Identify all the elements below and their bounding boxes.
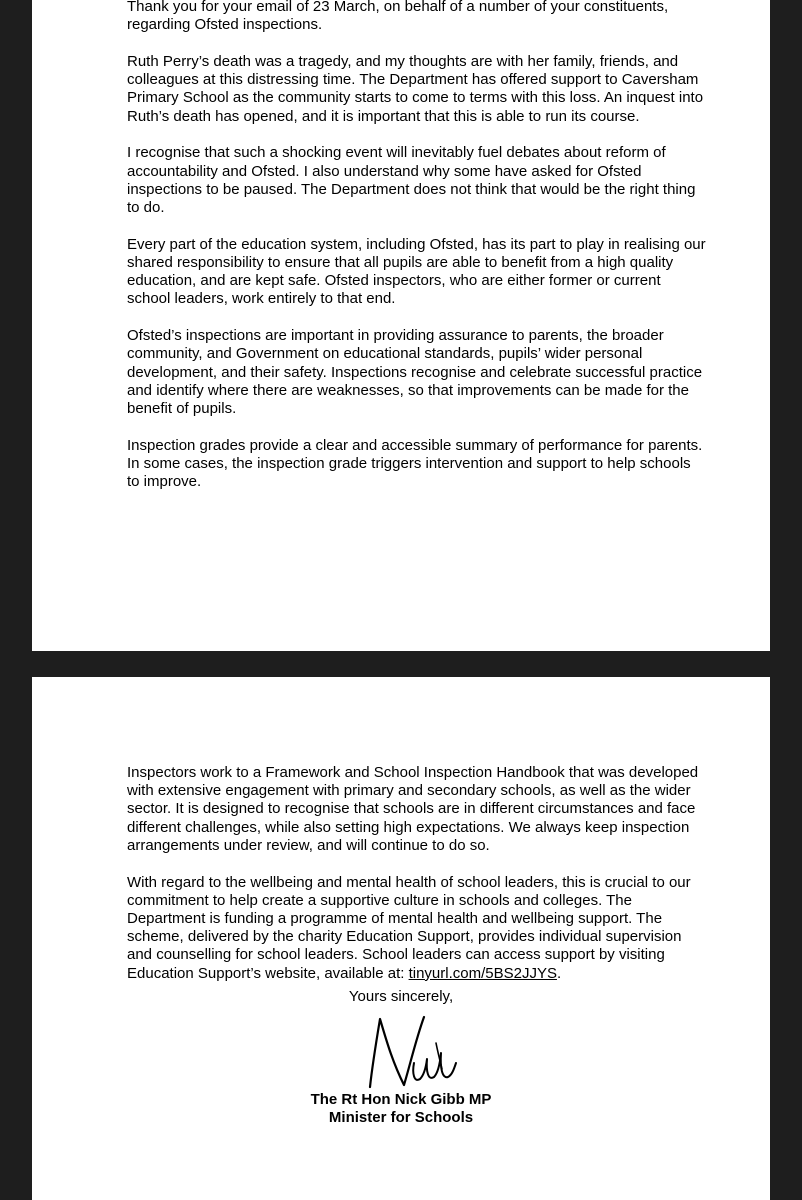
- paragraph: Ruth Perry’s death was a tragedy, and my thoughts are with her family, friends, and colleagues at this distressing time. The Department has offered support to Caversham Primary School as the community starts to come to terms with this loss. An inquest into Ruth’s death has opened, and it is important that this is able to run its course.: [127, 53, 704, 125]
- signatory-title: Minister for Schools: [328, 1109, 474, 1126]
- wellbeing-paragraph: [127, 874, 707, 983]
- signatory-name: The Rt Hon Nick Gibb MP: [310, 1091, 492, 1108]
- paragraph: Every part of the education system, including Ofsted, has its part to play in realising our shared responsibility to ensure that all pupils are able to benefit from a high quality education, and are kept safe. Ofsted inspectors, who are either former or current school leaders, work entirely to that end.: [127, 235, 706, 308]
- paragraph: Inspection grades provide a clear and accessible summary of performance for parents. In some cases, the inspection grade triggers intervention and support to help schools to improve.: [127, 436, 703, 491]
- letter-body: [127, 0, 707, 510]
- letter-page-2: [32, 677, 770, 1200]
- signature-icon: [352, 1013, 462, 1093]
- paragraph: I recognise that such a shocking event will inevitably fuel debates about reform of accountability and Ofsted. I also understand why some have asked for Ofsted inspections to be paused. The Department does not think that would be the right thing to do.: [127, 144, 696, 217]
- link-suffix: .: [556, 964, 562, 982]
- support-link[interactable]: tinyurl.com/5BS2JJYS: [408, 964, 557, 982]
- paragraph: Ofsted’s inspections are important in providing assurance to parents, the broader community, and Government on educational standards, pupils’ wider personal development, and their safety. Inspections recognise and celebrate successful practice and identify where there are weaknesses, so that improvements can be made for the benefit of pupils.: [127, 327, 703, 418]
- paragraph: Inspectors work to a Framework and School Inspection Handbook that was developed with extensive engagement with primary and secondary schools, as well as the wider sector. It is designed to recognise that schools are in different circumstances and face different challenges, while also setting high expectations. We always keep inspection arrangements under review, and will continue to do so.: [127, 764, 699, 854]
- letter-body: [127, 764, 707, 1001]
- closing-salutation: Yours sincerely,: [348, 988, 454, 1005]
- wellbeing-text: With regard to the wellbeing and mental health of school leaders, this is crucial to our commitment to help create a supportive culture in schools and colleges. The Department is funding a programme of mental health and wellbeing support. The scheme, delivered by the charity Education Support, provides individual supervision and counselling for school leaders. School leaders can access support by visiting Education Support’s website, available at:: [127, 873, 691, 982]
- paragraph: Thank you for your email of 23 March, on behalf of a number of your constituents, regarding Ofsted inspections.: [127, 0, 669, 34]
- letter-page-1: [32, 0, 770, 651]
